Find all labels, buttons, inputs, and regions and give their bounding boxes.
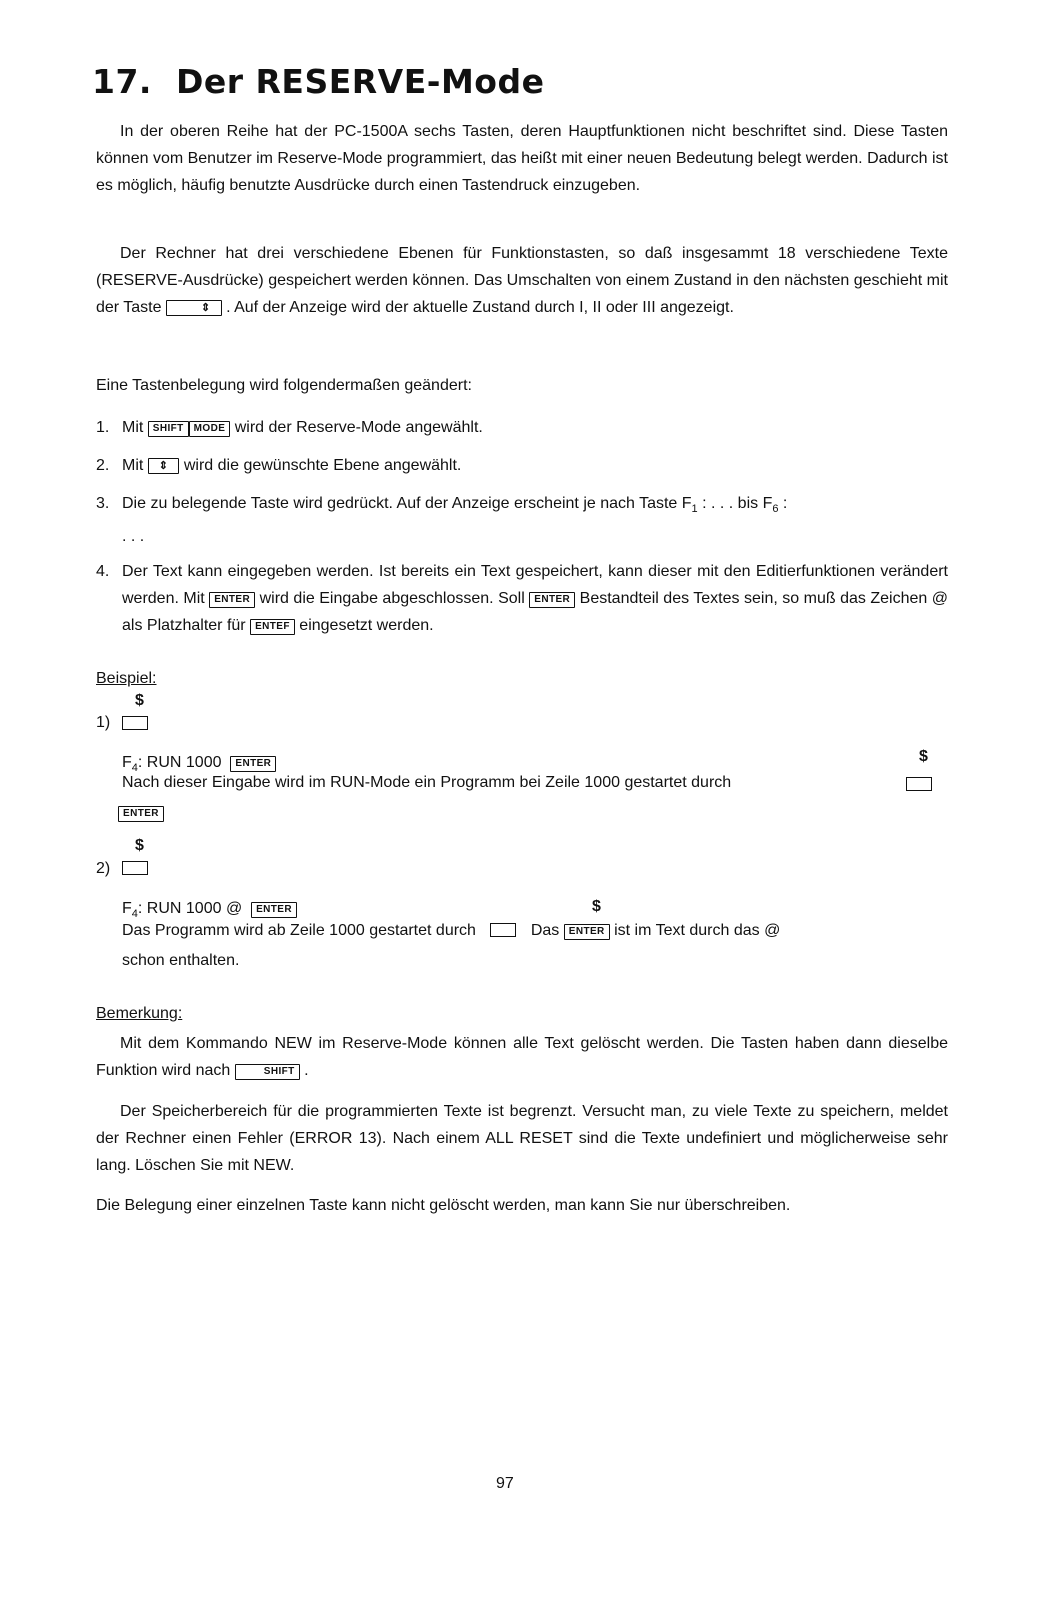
enter-key: ENTER xyxy=(529,592,575,608)
enter-key: ENTER xyxy=(251,902,297,918)
step-text-2: wird die Eingabe abgeschlossen. Soll xyxy=(259,590,525,607)
dollar-key-box xyxy=(122,716,148,730)
subscript: 4 xyxy=(131,762,138,775)
enter-key: ENTER xyxy=(230,756,276,772)
step-text-1: Der Text kann eingegeben werden. Ist bereits ein Text gespeichert, kann dieser mit den Editierfunktionen verändert werden. Mit xyxy=(122,563,948,607)
enter-key: ENTER xyxy=(209,592,255,608)
step-text xyxy=(122,414,948,441)
shift-key: SHIFT xyxy=(148,421,189,437)
f-label: F xyxy=(122,900,132,917)
page-number: 97 xyxy=(496,1475,514,1492)
dollar-sign: $ xyxy=(135,692,144,709)
enter-key: ENTEF xyxy=(250,619,295,635)
updown-key: ⇕ xyxy=(148,458,180,474)
step-text-continuation: . . . xyxy=(122,528,145,546)
example-2-number: 2) xyxy=(96,860,111,877)
paragraph-intro: In der oberen Reihe hat der PC-1500A sechs Tasten, deren Hauptfunktionen nicht beschriftet sind. Diese Tasten können vom Benutzer im Reserve-Mode programmiert, das heißt mit einer neuen Bedeutung belegt werden. Dadurch ist es möglich, häufig benutzte Ausdrücke durch einen Tastendruck einzugeben. xyxy=(96,123,948,194)
example-1-text: Nach dieser Eingabe wird im RUN-Mode ein Programm bei Zeile 1000 gestartet durch xyxy=(122,774,732,791)
chapter-title: Der RESERVE-Mode xyxy=(175,62,545,101)
updown-key: ⇕ xyxy=(166,300,222,316)
paragraph-levels-text-b: . Auf der Anzeige wird der aktuelle Zustand durch I, II oder III angezeigt. xyxy=(226,299,734,316)
step-text-post: wird der Reserve-Mode angewählt. xyxy=(234,419,483,436)
dollar-sign: $ xyxy=(919,748,928,765)
example-1-enter xyxy=(118,802,164,824)
command-text: : RUN 1000 xyxy=(137,754,222,771)
remark-paragraph-3: Die Belegung einer einzelnen Taste kann nicht gelöscht werden, man kann Sie nur überschreiben. xyxy=(96,1197,791,1214)
dollar-key-box xyxy=(490,923,516,937)
mode-key: MODE xyxy=(189,421,231,437)
subscript: 1 xyxy=(691,503,698,516)
example-label: Beispiel: xyxy=(96,670,157,687)
step-text-3: Bestandteil des Textes sein, so muß das Zeichen @ als Platzhalter für xyxy=(122,590,949,634)
step-text xyxy=(122,558,948,639)
step-text-post: wird die gewünschte Ebene angewählt. xyxy=(183,457,462,474)
remark-paragraph-1 xyxy=(96,1030,948,1084)
step-text-main: Die zu belegende Taste wird gedrückt. Auf der Anzeige erscheint je nach Taste F xyxy=(122,495,692,512)
step-number: 3. xyxy=(96,495,110,512)
step-text-pre: Mit xyxy=(122,419,144,436)
f-label: F xyxy=(122,754,132,771)
remark-label: Bemerkung: xyxy=(96,1005,183,1022)
dollar-sign: $ xyxy=(135,837,144,854)
enter-key: ENTER xyxy=(564,924,610,940)
step-text-end: : xyxy=(778,495,788,512)
step-text-4: eingesetzt werden. xyxy=(299,617,434,634)
example-2-text-c: ist im Text durch das @ xyxy=(614,922,781,939)
chapter-heading xyxy=(92,62,544,101)
step-number: 1. xyxy=(96,419,110,436)
step-text xyxy=(122,452,948,479)
dollar-sign: $ xyxy=(592,898,601,915)
dollar-key-box xyxy=(122,861,148,875)
enter-key: ENTER xyxy=(118,806,164,822)
example-1-number: 1) xyxy=(96,714,111,731)
remark-paragraph-2: Der Speicherbereich für die programmierten Texte ist begrenzt. Versucht man, zu viele Texte zu speichern, meldet der Rechner einen Fehler (ERROR 13). Nach einem ALL RESET sind die Texte undefiniert und möglicherweise sehr lang. Löschen Sie mit NEW. xyxy=(96,1103,948,1174)
step-text-mid: : . . . bis F xyxy=(697,495,773,512)
dollar-key-box xyxy=(906,777,932,791)
example-2-text-end: schon enthalten. xyxy=(122,952,240,969)
remark-text-b: . xyxy=(304,1062,309,1079)
command-text: : RUN 1000 @ xyxy=(137,900,243,917)
subscript: 4 xyxy=(131,908,138,921)
remark-text-a: Mit dem Kommando NEW im Reserve-Mode können alle Text gelöscht werden. Die Tasten haben dann dieselbe Funktion wird nach xyxy=(96,1035,948,1079)
example-2-text-a: Das Programm wird ab Zeile 1000 gestartet durch xyxy=(122,922,476,939)
example-2-text-b: Das xyxy=(530,922,560,939)
paragraph-levels xyxy=(96,240,948,321)
paragraph-levels-text-a: Der Rechner hat drei verschiedene Ebenen für Funktionstasten, so daß insgesammt 18 verschiedene Texte (RESERVE-Ausdrücke) gespeichert werden können. Das Umschalten von einem Zustand in den nächsten geschieht mit der Taste xyxy=(96,245,948,316)
example-2-text xyxy=(122,920,780,942)
shift-key: SHIFT xyxy=(235,1064,300,1080)
step-text-pre: Mit xyxy=(122,457,144,474)
chapter-number: 17. xyxy=(92,62,152,101)
list-intro: Eine Tastenbelegung wird folgendermaßen geändert: xyxy=(96,377,472,394)
step-number: 2. xyxy=(96,457,110,474)
subscript: 6 xyxy=(772,503,779,516)
step-number: 4. xyxy=(96,563,110,580)
step-text xyxy=(122,490,948,550)
